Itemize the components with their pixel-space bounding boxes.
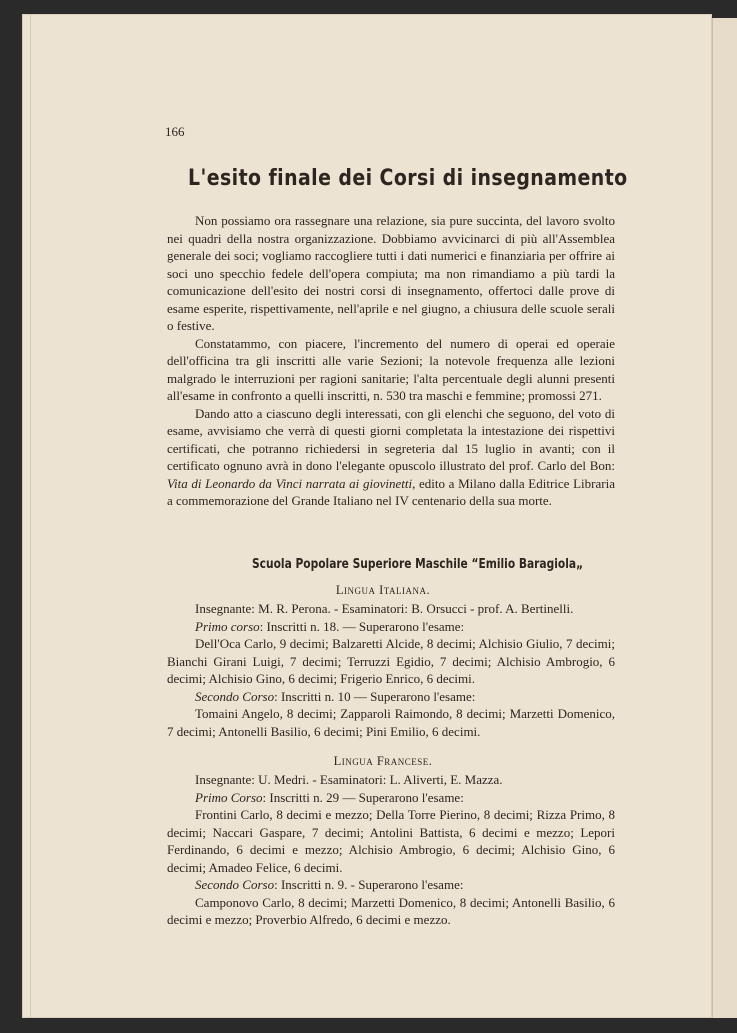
intro-text bbox=[167, 212, 615, 510]
course-summary: Secondo Corso: Inscritti n. 10 — Superarono l'esame: bbox=[195, 688, 476, 704]
course-summary: Primo corso: Inscritti n. 18. — Superarono l'esame: bbox=[195, 618, 465, 634]
page-fold-line bbox=[30, 14, 31, 1018]
intro-paragraph: Constatammo, con piacere, l'incremento del numero di operai ed operaie dell'officina tra gli inscritti alle varie Sezioni; la notevole frequenza alle lezioni malgrado le interruzioni per ragioni sanitarie; l'alta percentuale degli alunni presenti all'esame in confronto a quelli inscritti, n. 530 tra maschi e femmine; promossi 271. bbox=[167, 335, 615, 403]
closing-text-end: , edito a Milano dalla Editrice Libraria a commemorazione del Grande Italiano nel IV centenario della sua morte. bbox=[167, 475, 615, 508]
next-page-edge bbox=[712, 18, 737, 1018]
intro-paragraph: Non possiamo ora rassegnare una relazione, sia pure succinta, del lavoro svolto nei quadri della nostra organizzazione. Dobbiamo avvicinarci di più all'Assemblea generale dei soci; vogliamo raccogliere tutti i dati numerici e finanziaria per offrire ai soci uno specchio fedele dell'opera compiuta; ma non rimandiamo a più tardi la comunicazione dell'esito dei nostri corsi di insegnamento, offertoci dalle prove di esame esperite, rispettivamente, nell'aprile e nel giugno, a chiusura delle scuole serali o festive. bbox=[167, 213, 615, 333]
subject-heading-francese: Lingua Francese. bbox=[333, 754, 433, 768]
student-results: Frontini Carlo, 8 decimi e mezzo; Della Torre Pierino, 8 decimi; Rizza Primo, 8 decimi; Naccari Gaspare, 7 decimi; Antolini Battista, 6 decimi e mezzo; Lepori Ferdinando, 6 decimi e mezzo; Alchisio Ambrogio, 6 decimi; Alchisio Gino, 6 decimi; Amadeo Felice, 6 decimi. bbox=[167, 807, 615, 875]
article-title: L'esito finale dei Corsi di insegnamento bbox=[188, 166, 628, 191]
course-label: Primo corso bbox=[195, 618, 260, 634]
course-label: Secondo Corso bbox=[195, 877, 275, 892]
subject-heading-italiano: Lingua Italiana. bbox=[335, 583, 431, 597]
closing-text-start: Dando atto a ciascuno degli interessati, con gli elenchi che seguono, del voto di esame, avvisiamo che verrà di questi giorni completata la intestazione dei rispettivi certificati, che potranno richiedersi in segreteria dal 15 luglio in avanti; con il certificato ognuno avrà in dono l'elegante opuscolo illustrato del prof. Carlo del Bon: bbox=[167, 405, 615, 473]
student-results: Tomaini Angelo, 8 decimi; Zapparoli Raimondo, 8 decimi; Marzetti Domenico, 7 decimi; Antonelli Basilio, 6 decimi; Pini Emilio, 6 decimi. bbox=[167, 706, 615, 739]
teachers-line: Insegnante: M. R. Perona. - Esaminatori: B. Orsucci - prof. A. Bertinelli. bbox=[195, 601, 574, 616]
course-summary: Primo Corso: Inscritti n. 29 — Superarono l'esame: bbox=[195, 789, 464, 805]
course-label: Primo Corso bbox=[195, 789, 263, 805]
subject-block-italiano bbox=[167, 600, 615, 740]
course-summary: Secondo Corso: Inscritti n. 9. - Superarono l'esame: bbox=[195, 877, 464, 892]
school-title: Scuola Popolare Superiore Maschile “Emilio Baragiola„ bbox=[252, 557, 584, 572]
page-number: 166 bbox=[165, 124, 185, 139]
student-results: Camponovo Carlo, 8 decimi; Marzetti Domenico, 8 decimi; Antonelli Basilio, 6 decimi e mezzo; Proverbio Alfredo, 6 decimi e mezzo. bbox=[167, 894, 615, 927]
book-title: Vita di Leonardo da Vinci narrata ai giovinetti bbox=[167, 475, 413, 491]
subject-block-francese bbox=[167, 771, 615, 929]
closing-paragraph bbox=[167, 405, 615, 510]
course-label: Secondo Corso bbox=[195, 688, 275, 704]
teachers-line: Insegnante: U. Medri. - Esaminatori: L. Aliverti, E. Mazza. bbox=[195, 772, 503, 787]
student-results: Dell'Oca Carlo, 9 decimi; Balzaretti Alcide, 8 decimi; Alchisio Giulio, 7 decimi; Bianchi Girani Luigi, 7 decimi; Terruzzi Egidio, 7 decimi; Alchisio Ambrogio, 6 decimi; Alchisio Gino, 6 decimi; Frigerio Enrico, 6 decimi. bbox=[167, 636, 615, 686]
